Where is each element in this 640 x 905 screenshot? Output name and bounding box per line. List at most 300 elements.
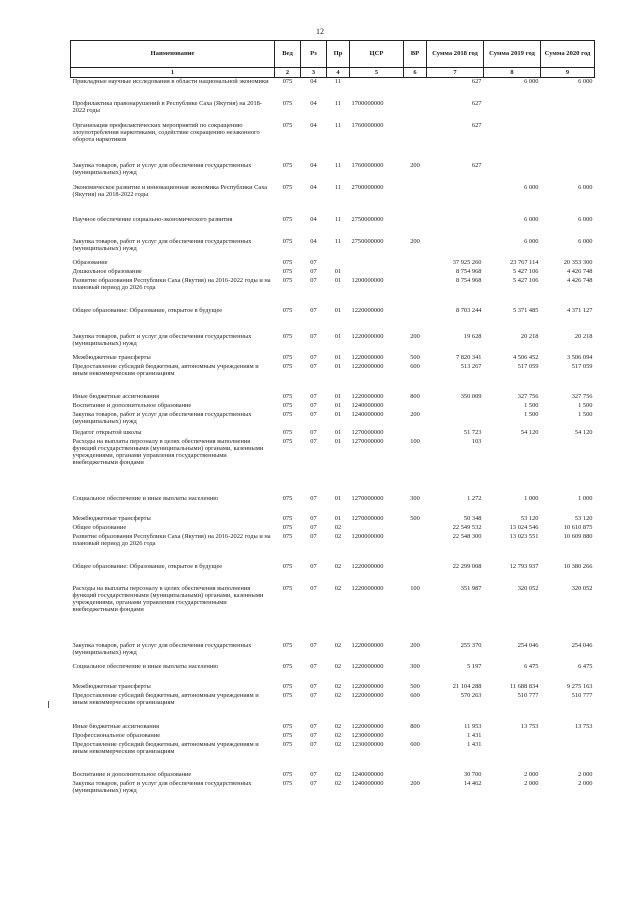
column-index: 8 xyxy=(484,68,541,78)
table-row xyxy=(71,732,595,741)
row-rz: 04 xyxy=(310,78,317,85)
row-pr xyxy=(327,259,350,268)
row-name: Общее образование: Образование, открытое в будущее xyxy=(72,562,223,570)
row-csr: 1240000000 xyxy=(351,410,384,418)
row-rz: 07 xyxy=(310,428,317,436)
row-sum-2020 xyxy=(541,162,595,184)
table-row xyxy=(71,563,595,585)
row-sum-2018: 1 431 xyxy=(467,740,482,748)
row-sum-2020: 10 609 880 xyxy=(563,532,593,540)
row-pr: 02 xyxy=(334,562,342,570)
row-name: Прикладные научные исследования в области национальной экономики xyxy=(72,78,269,85)
row-vr: 200 xyxy=(410,332,420,340)
row-name: Общее образование xyxy=(72,523,127,531)
row-csr: 1270000000 xyxy=(351,494,384,502)
row-sum-2019: 13 023 551 xyxy=(509,532,539,540)
row-ved: 075 xyxy=(282,731,293,739)
row-ved: 075 xyxy=(282,306,293,314)
table-row xyxy=(71,524,595,533)
row-sum-2019: 20 218 xyxy=(520,332,539,340)
row-csr: 1220000000 xyxy=(351,682,384,690)
row-name: Воспитание и дополнительное образование xyxy=(72,770,192,778)
row-sum-2020: 6 475 xyxy=(578,662,593,670)
row-pr: 02 xyxy=(334,731,342,739)
row-ved: 075 xyxy=(282,740,293,748)
row-vr: 500 xyxy=(410,682,420,690)
row-sum-2020: 10 610 875 xyxy=(563,523,593,531)
row-rz: 04 xyxy=(310,237,317,245)
row-name: Межбюджетные трансферты xyxy=(72,353,151,361)
row-rz: 07 xyxy=(310,779,317,787)
row-name: Профилактика правонарушений в Республике Саха (Якутия) на 2018-2022 годы xyxy=(72,99,262,114)
row-sum-2019 xyxy=(484,732,541,741)
row-sum-2020 xyxy=(541,122,595,162)
page-number: 12 xyxy=(316,27,324,36)
scan-mark xyxy=(48,701,49,708)
row-name: Закупка товаров, работ и услуг для обеспечения государственных (муниципальных) нужд xyxy=(72,161,252,176)
row-ved: 075 xyxy=(282,99,293,107)
row-ved: 075 xyxy=(282,584,293,592)
row-name: Межбюджетные трансферты xyxy=(72,514,151,522)
table-row xyxy=(71,268,595,277)
table-row xyxy=(71,238,595,259)
row-csr: 1220000000 xyxy=(351,722,384,730)
row-name: Развитие образования Республики Саха (Якутия) на 2016-2022 годы и на плановый период до 2026 года xyxy=(72,532,271,547)
header-pr: Пр xyxy=(327,41,350,68)
table-row xyxy=(71,216,595,238)
row-sum-2018: 627 xyxy=(471,78,482,85)
row-sum-2018: 627 xyxy=(471,99,482,107)
row-pr: 01 xyxy=(334,306,342,314)
row-csr: 1230000000 xyxy=(351,731,384,739)
row-pr: 02 xyxy=(334,682,342,690)
row-csr: 1220000000 xyxy=(351,332,384,340)
row-sum-2020: 2 000 xyxy=(578,779,593,787)
row-vr xyxy=(404,268,427,277)
row-rz: 07 xyxy=(310,523,317,531)
row-sum-2019: 320 052 xyxy=(517,584,539,592)
row-pr: 01 xyxy=(334,437,342,445)
row-sum-2019: 12 793 937 xyxy=(509,562,539,570)
row-vr: 200 xyxy=(410,779,420,787)
row-sum-2019: 1 500 xyxy=(524,410,539,418)
row-sum-2019: 11 688 834 xyxy=(509,682,539,690)
row-rz: 07 xyxy=(310,562,317,570)
row-name: Экономическое развитие и инновационная экономика Республики Саха (Якутия) на 2018-2022 годы xyxy=(72,183,268,198)
row-rz: 07 xyxy=(310,722,317,730)
row-csr: 1220000000 xyxy=(351,691,384,699)
row-sum-2020: 254 046 xyxy=(571,641,593,649)
row-csr: 1230000000 xyxy=(351,740,384,748)
row-sum-2018: 14 462 xyxy=(463,779,482,787)
row-sum-2019: 510 777 xyxy=(517,691,539,699)
row-vr xyxy=(404,216,427,238)
row-sum-2019: 54 120 xyxy=(520,428,539,436)
row-sum-2020: 10 380 266 xyxy=(563,562,593,570)
row-sum-2019: 2 000 xyxy=(524,770,539,778)
row-pr: 01 xyxy=(334,494,342,502)
row-name: Воспитание и дополнительное образование xyxy=(72,401,192,409)
row-name: Закупка товаров, работ и услуг для обеспечения государственных (муниципальных) нужд xyxy=(72,779,252,794)
row-rz: 07 xyxy=(310,306,317,314)
column-index: 4 xyxy=(327,68,350,78)
row-csr: 1240000000 xyxy=(351,779,384,787)
row-sum-2020: 517 059 xyxy=(571,362,593,370)
row-sum-2018: 21 104 288 xyxy=(452,682,482,690)
row-sum-2018: 19 628 xyxy=(463,332,482,340)
row-sum-2018: 1 272 xyxy=(467,494,482,502)
row-ved: 075 xyxy=(282,682,293,690)
header-name: Наименование xyxy=(71,41,275,68)
row-sum-2020: 6 000 xyxy=(578,78,593,85)
row-sum-2020: 6 000 xyxy=(578,237,593,245)
row-sum-2018: 627 xyxy=(471,121,482,129)
row-rz: 04 xyxy=(310,99,317,107)
table-row xyxy=(71,277,595,307)
row-vr: 500 xyxy=(410,353,420,361)
row-name: Межбюджетные трансферты xyxy=(72,682,151,690)
table-row xyxy=(71,354,595,363)
row-rz: 07 xyxy=(310,362,317,370)
row-rz: 07 xyxy=(310,532,317,540)
row-pr: 11 xyxy=(334,78,342,85)
row-name: Расходы на выплаты персоналу в целях обеспечения выполнения функций государственными (муниципальными) органами, казенными учреждениями, органами управления государственными внебюджетными фондами xyxy=(72,437,264,467)
row-sum-2018: 570 263 xyxy=(460,691,482,699)
row-csr: 1220000000 xyxy=(351,306,384,314)
row-csr: 1760000000 xyxy=(351,121,384,129)
table-row xyxy=(71,122,595,162)
row-name: Организация профилактических мероприятий по сокращению злоупотребления наркотиками, содействие сокращению незаконного оборота наркотиков xyxy=(72,121,260,143)
table-row xyxy=(71,307,595,333)
row-pr: 11 xyxy=(334,121,342,129)
row-rz: 07 xyxy=(310,332,317,340)
row-sum-2019: 6 000 xyxy=(524,237,539,245)
row-ved: 075 xyxy=(282,237,293,245)
row-sum-2019: 53 120 xyxy=(520,514,539,522)
row-ved: 075 xyxy=(282,267,293,275)
table-row xyxy=(71,363,595,393)
row-sum-2018: 103 xyxy=(471,437,482,445)
row-sum-2020: 1 000 xyxy=(578,494,593,502)
row-ved: 075 xyxy=(282,258,293,266)
table-row xyxy=(71,515,595,524)
table-row xyxy=(71,741,595,771)
row-sum-2020: 1 500 xyxy=(578,401,593,409)
table-row xyxy=(71,78,595,100)
header-sum-2019: Сумма 2019 год xyxy=(484,41,541,68)
row-sum-2018: 627 xyxy=(471,161,482,169)
row-vr xyxy=(404,184,427,216)
row-pr: 01 xyxy=(334,353,342,361)
row-vr xyxy=(404,732,427,741)
table-row xyxy=(71,642,595,663)
row-pr: 02 xyxy=(334,523,342,531)
table-body xyxy=(71,78,595,798)
row-rz: 04 xyxy=(310,183,317,191)
row-csr xyxy=(350,259,404,268)
row-csr: 1220000000 xyxy=(351,392,384,400)
row-csr: 1270000000 xyxy=(351,428,384,436)
column-index: 6 xyxy=(404,68,427,78)
row-sum-2018: 8 754 968 xyxy=(455,276,482,284)
row-csr xyxy=(350,78,404,100)
column-index: 2 xyxy=(275,68,301,78)
row-sum-2018: 350 009 xyxy=(460,392,482,400)
row-ved: 075 xyxy=(282,121,293,129)
row-csr: 1240000000 xyxy=(351,770,384,778)
row-sum-2018 xyxy=(427,402,484,411)
table-row xyxy=(71,429,595,438)
row-name: Иные бюджетные ассигнования xyxy=(72,722,160,730)
row-ved: 075 xyxy=(282,183,293,191)
row-csr: 2750000000 xyxy=(351,215,384,223)
row-rz: 07 xyxy=(310,641,317,649)
row-pr: 02 xyxy=(334,584,342,592)
row-pr: 01 xyxy=(334,267,342,275)
row-sum-2019 xyxy=(484,438,541,495)
row-vr xyxy=(404,100,427,122)
row-pr: 11 xyxy=(334,183,342,191)
row-sum-2019: 6 475 xyxy=(524,662,539,670)
row-vr xyxy=(404,563,427,585)
row-pr: 01 xyxy=(334,514,342,522)
row-csr: 1270000000 xyxy=(351,437,384,445)
row-vr: 300 xyxy=(410,662,420,670)
row-pr: 02 xyxy=(334,740,342,748)
row-csr: 1220000000 xyxy=(351,662,384,670)
row-sum-2019 xyxy=(484,162,541,184)
table-row xyxy=(71,723,595,732)
table-row xyxy=(71,162,595,184)
row-vr: 200 xyxy=(410,641,420,649)
row-vr xyxy=(404,533,427,563)
row-ved: 075 xyxy=(282,401,293,409)
row-sum-2019 xyxy=(484,122,541,162)
header-rz: Рз xyxy=(301,41,327,68)
row-sum-2018: 7 820 341 xyxy=(455,353,482,361)
row-sum-2019: 6 000 xyxy=(524,183,539,191)
row-sum-2019: 6 000 xyxy=(524,78,539,85)
budget-table xyxy=(70,40,595,798)
row-sum-2019: 5 371 485 xyxy=(512,306,539,314)
row-ved: 075 xyxy=(282,662,293,670)
row-rz: 07 xyxy=(310,276,317,284)
table-row xyxy=(71,495,595,515)
row-name: Предоставление субсидий бюджетным, автономным учреждениям и иным некоммерческим организациям xyxy=(72,362,259,377)
row-sum-2018: 1 431 xyxy=(467,731,482,739)
row-rz: 07 xyxy=(310,740,317,748)
row-pr: 11 xyxy=(334,161,342,169)
row-name: Закупка товаров, работ и услуг для обеспечения государственных (муниципальных) нужд xyxy=(72,410,252,425)
row-rz: 07 xyxy=(310,731,317,739)
row-vr: 600 xyxy=(410,691,420,699)
header-sum-2018: Сумма 2018 год xyxy=(427,41,484,68)
row-ved: 075 xyxy=(282,353,293,361)
row-rz: 07 xyxy=(310,410,317,418)
row-sum-2018: 22 548 300 xyxy=(452,532,482,540)
row-vr xyxy=(404,122,427,162)
row-csr: 2700000000 xyxy=(351,183,384,191)
row-vr xyxy=(404,259,427,268)
column-index: 9 xyxy=(541,68,595,78)
table-row xyxy=(71,780,595,798)
row-vr xyxy=(404,277,427,307)
table-row xyxy=(71,438,595,495)
row-sum-2020: 20 218 xyxy=(574,332,593,340)
row-vr: 100 xyxy=(410,584,420,592)
row-sum-2018 xyxy=(427,184,484,216)
row-pr: 02 xyxy=(334,722,342,730)
row-sum-2019: 254 046 xyxy=(517,641,539,649)
table-row xyxy=(71,402,595,411)
row-csr xyxy=(350,268,404,277)
row-pr: 02 xyxy=(334,691,342,699)
row-vr xyxy=(404,402,427,411)
row-sum-2019: 1 500 xyxy=(524,401,539,409)
row-name: Профессиональное образование xyxy=(72,731,161,739)
row-sum-2019: 2 000 xyxy=(524,779,539,787)
row-sum-2018: 37 925 260 xyxy=(452,258,482,266)
row-sum-2020: 2 000 xyxy=(578,770,593,778)
row-vr: 800 xyxy=(410,722,420,730)
row-csr: 1220000000 xyxy=(351,353,384,361)
table-row xyxy=(71,683,595,692)
row-pr: 01 xyxy=(334,401,342,409)
row-rz: 04 xyxy=(310,121,317,129)
row-sum-2020 xyxy=(541,741,595,771)
row-ved: 075 xyxy=(282,641,293,649)
row-vr xyxy=(404,524,427,533)
table-row xyxy=(71,393,595,402)
row-csr xyxy=(350,524,404,533)
row-sum-2018 xyxy=(427,238,484,259)
header-vr: ВР xyxy=(404,41,427,68)
column-index: 7 xyxy=(427,68,484,78)
row-vr: 600 xyxy=(410,362,420,370)
row-csr: 1700000000 xyxy=(351,99,384,107)
row-sum-2020: 13 753 xyxy=(574,722,593,730)
row-pr: 02 xyxy=(334,770,342,778)
row-sum-2020 xyxy=(541,732,595,741)
row-sum-2019: 13 024 546 xyxy=(509,523,539,531)
row-csr: 1270000000 xyxy=(351,514,384,522)
row-pr: 02 xyxy=(334,779,342,787)
table-row xyxy=(71,663,595,683)
row-sum-2018: 255 370 xyxy=(460,641,482,649)
row-name: Иные бюджетные ассигнования xyxy=(72,392,160,400)
table-row xyxy=(71,533,595,563)
row-sum-2020: 327 756 xyxy=(571,392,593,400)
row-sum-2018 xyxy=(427,411,484,429)
row-sum-2019: 5 427 106 xyxy=(512,267,539,275)
table-row xyxy=(71,259,595,268)
table-row xyxy=(71,411,595,429)
table-row xyxy=(71,333,595,354)
row-pr: 01 xyxy=(334,428,342,436)
row-sum-2018: 11 953 xyxy=(464,722,482,730)
row-sum-2019: 23 767 114 xyxy=(509,258,539,266)
row-csr: 1220000000 xyxy=(351,584,384,592)
row-name: Предоставление субсидий бюджетным, автономным учреждениям и иным некоммерческим организациям xyxy=(72,691,259,706)
row-vr xyxy=(404,429,427,438)
row-name: Социальное обеспечение и иные выплаты населению xyxy=(72,494,219,502)
row-csr: 1220000000 xyxy=(351,562,384,570)
row-vr: 300 xyxy=(410,494,420,502)
row-csr: 1220000000 xyxy=(351,362,384,370)
row-sum-2019: 4 506 452 xyxy=(512,353,539,361)
row-sum-2020: 9 275 163 xyxy=(566,682,593,690)
row-name: Закупка товаров, работ и услуг для обеспечения государственных (муниципальных) нужд xyxy=(72,641,252,656)
row-sum-2020: 320 052 xyxy=(571,584,593,592)
row-name: Предоставление субсидий бюджетным, автономным учреждениям и иным некоммерческим организациям xyxy=(72,740,259,755)
row-name: Педагог открытой школы xyxy=(72,428,142,436)
row-csr: 1240000000 xyxy=(351,401,384,409)
row-sum-2020: 4 426 748 xyxy=(566,267,593,275)
row-rz: 07 xyxy=(310,258,317,266)
row-name: Расходы на выплаты персоналу в целях обеспечения выполнения функций государственными (муниципальными) органами, казенными учреждениями, органами управления государственными внебюджетными фондами xyxy=(72,584,264,614)
row-sum-2020: 6 000 xyxy=(578,215,593,223)
table-row xyxy=(71,100,595,122)
row-sum-2018 xyxy=(427,216,484,238)
row-sum-2019: 517 059 xyxy=(517,362,539,370)
row-rz: 07 xyxy=(310,770,317,778)
row-sum-2019: 13 753 xyxy=(520,722,539,730)
row-sum-2020: 6 000 xyxy=(578,183,593,191)
row-rz: 07 xyxy=(310,682,317,690)
row-ved: 075 xyxy=(282,523,293,531)
row-sum-2019: 5 427 106 xyxy=(512,276,539,284)
row-rz: 07 xyxy=(310,691,317,699)
row-vr: 200 xyxy=(410,410,420,418)
row-sum-2020: 20 353 300 xyxy=(563,258,593,266)
row-pr: 11 xyxy=(334,215,342,223)
row-name: Закупка товаров, работ и услуг для обеспечения государственных (муниципальных) нужд xyxy=(72,237,252,252)
row-name: Общее образование: Образование, открытое в будущее xyxy=(72,306,223,314)
header-ved: Вед xyxy=(275,41,301,68)
row-pr: 01 xyxy=(334,392,342,400)
row-sum-2019 xyxy=(484,741,541,771)
row-sum-2018: 351 987 xyxy=(460,584,482,592)
row-rz: 07 xyxy=(310,392,317,400)
row-csr: 2750000000 xyxy=(351,237,384,245)
row-ved: 075 xyxy=(282,770,293,778)
row-sum-2018: 50 348 xyxy=(463,514,482,522)
row-sum-2019: 1 000 xyxy=(524,494,539,502)
row-ved: 075 xyxy=(282,494,293,502)
row-sum-2020: 1 500 xyxy=(578,410,593,418)
row-vr: 800 xyxy=(410,392,420,400)
row-ved: 075 xyxy=(282,562,293,570)
row-ved: 075 xyxy=(282,78,293,85)
row-sum-2018: 30 700 xyxy=(463,770,482,778)
row-sum-2020: 4 426 748 xyxy=(566,276,593,284)
row-ved: 075 xyxy=(282,410,293,418)
row-sum-2020 xyxy=(541,100,595,122)
row-rz: 07 xyxy=(310,353,317,361)
table-row xyxy=(71,771,595,780)
row-ved: 075 xyxy=(282,215,293,223)
column-index: 3 xyxy=(301,68,327,78)
row-sum-2018: 513 267 xyxy=(460,362,482,370)
row-name: Развитие образования Республики Саха (Якутия) на 2016-2022 годы и на плановый период до 2026 года xyxy=(72,276,271,291)
row-ved: 075 xyxy=(282,428,293,436)
header-sum-2020: Сумма 2020 год xyxy=(541,41,595,68)
row-sum-2020: 3 506 094 xyxy=(566,353,593,361)
row-vr: 200 xyxy=(410,161,420,169)
row-sum-2020: 4 371 127 xyxy=(566,306,593,314)
row-rz: 07 xyxy=(310,267,317,275)
row-pr: 02 xyxy=(334,532,342,540)
